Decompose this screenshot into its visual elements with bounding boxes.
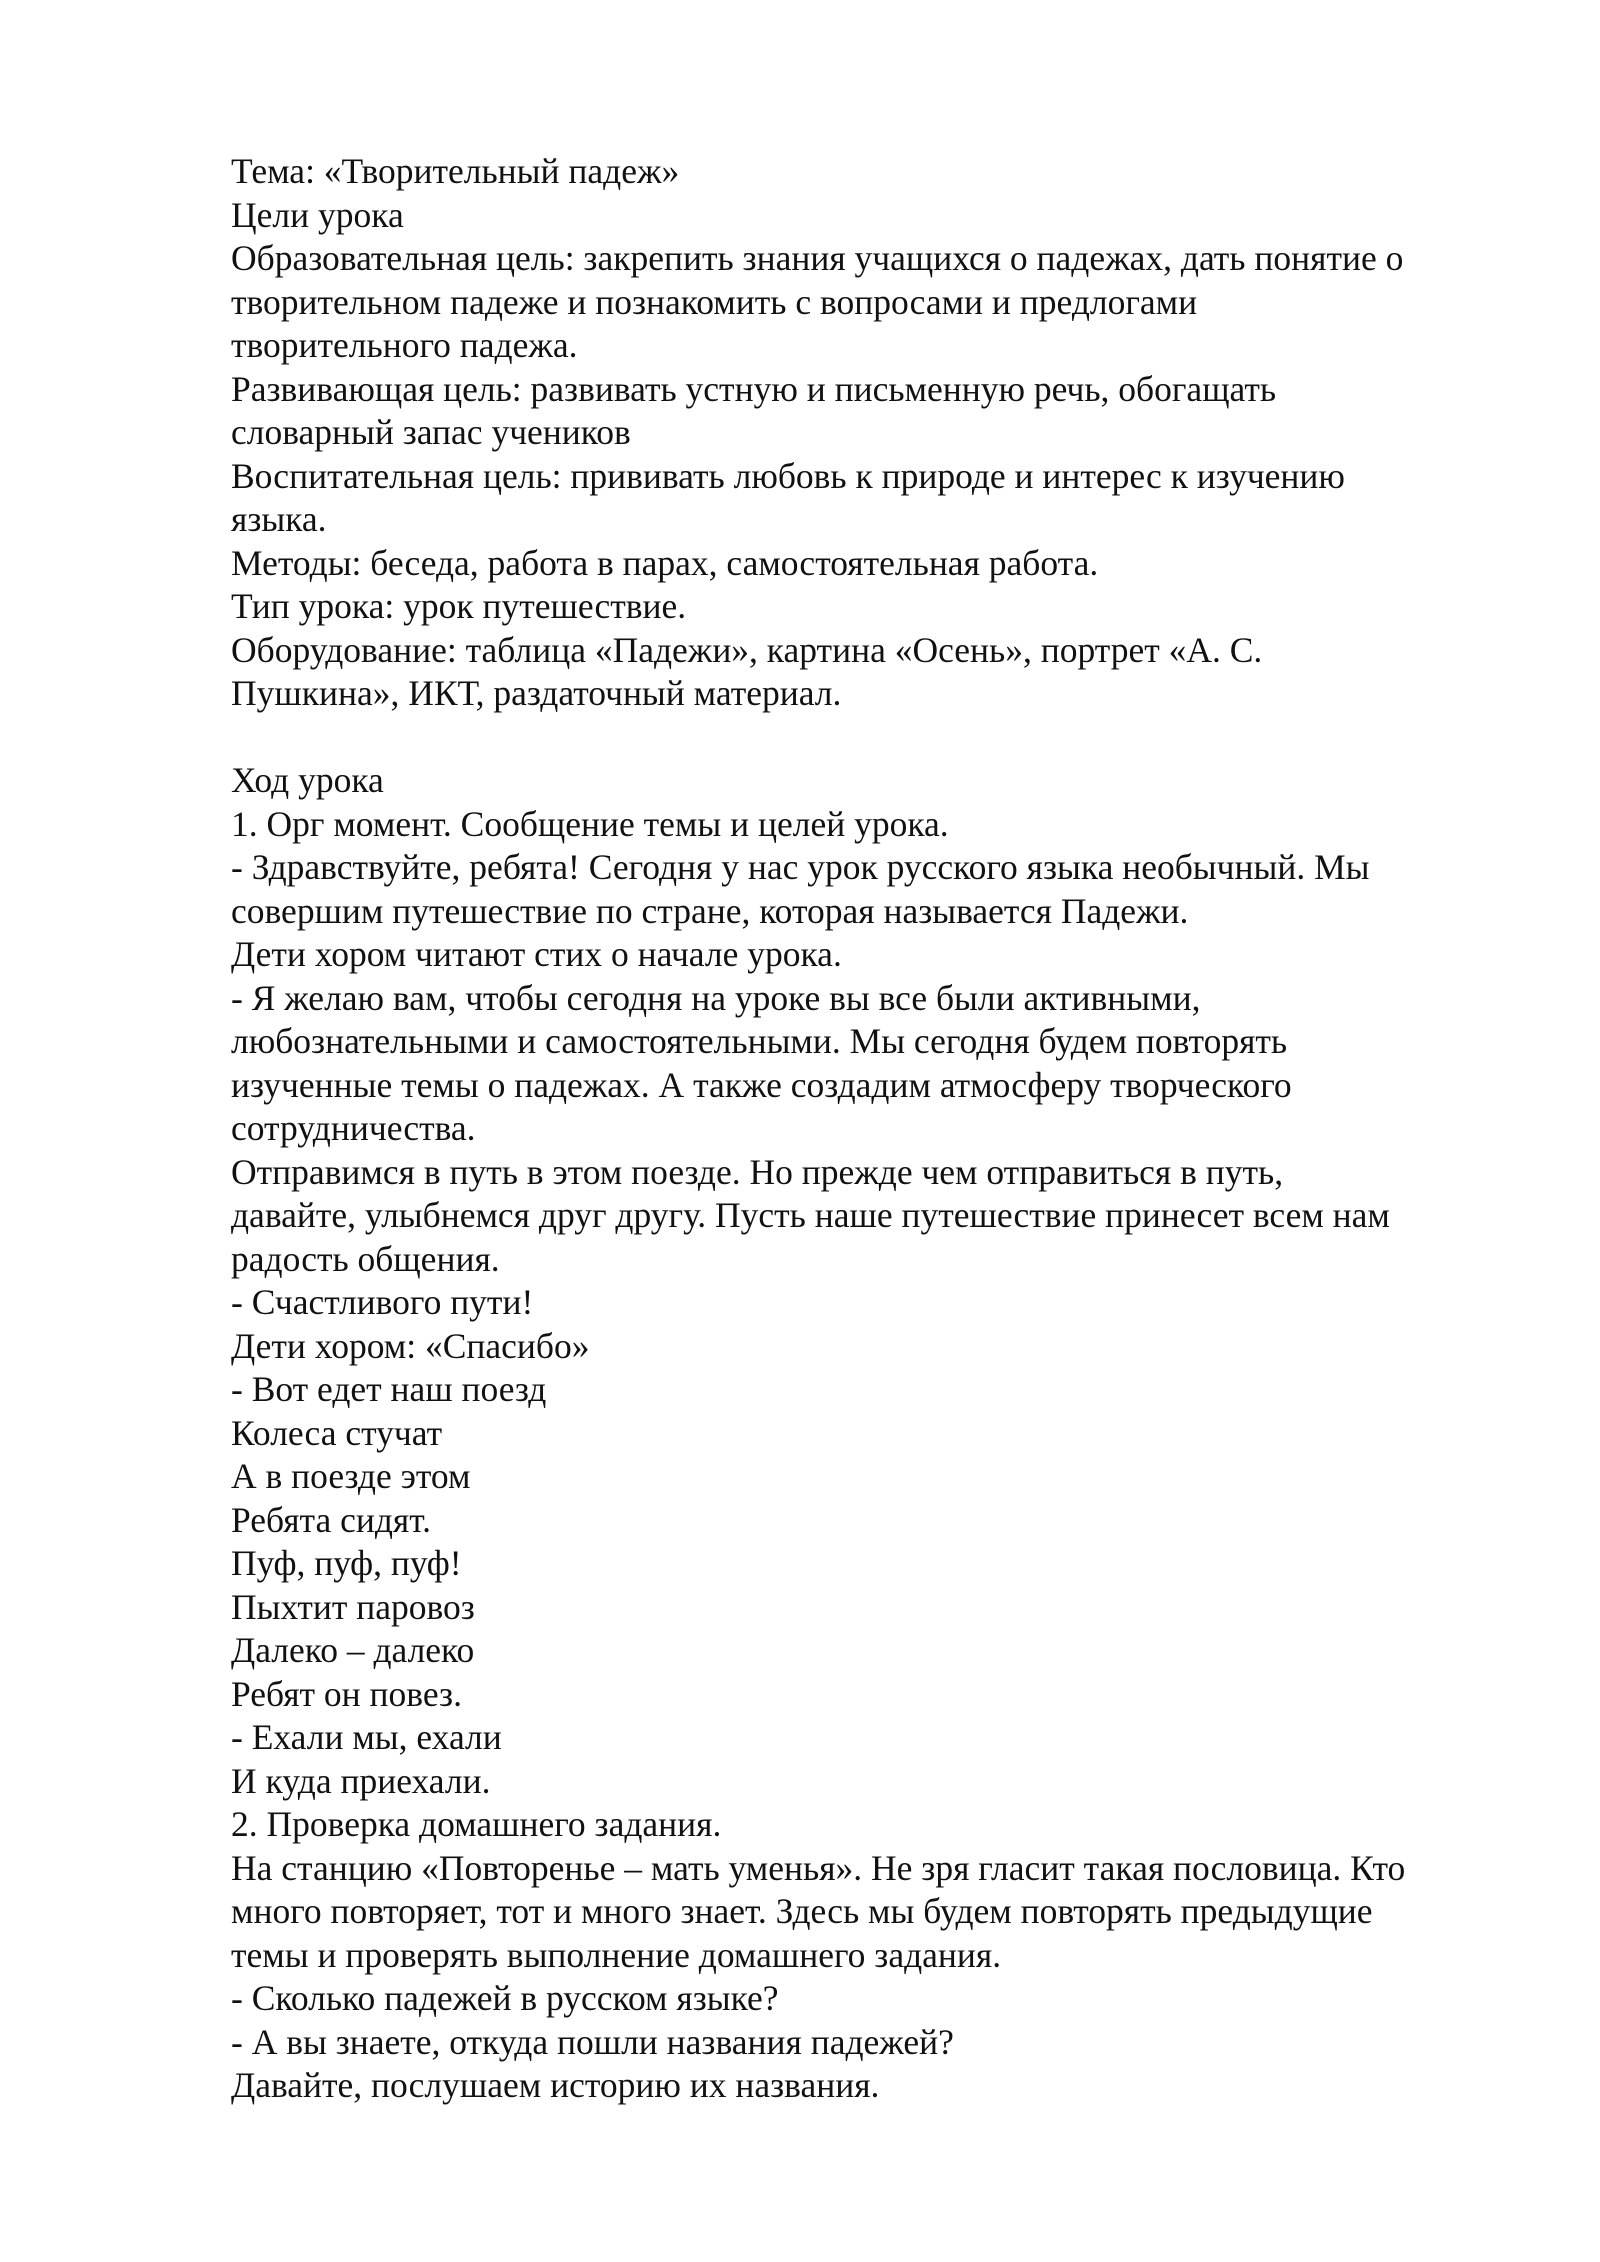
course-line: - Я желаю вам, чтобы сегодня на уроке вы все были активными, [231,977,1201,1018]
course-line: темы и проверять выполнение домашнего задания. [231,1934,1002,1975]
upbringing-goal [231,455,1531,542]
course-line: И куда приехали. [231,1760,491,1801]
course-line: 2. Проверка домашнего задания. [231,1804,722,1844]
course-line: радость общения. [231,1238,500,1279]
course-line: давайте, улыбнемся друг другу. Пусть наше путешествие принесет всем нам [231,1195,1390,1235]
goals-heading: Цели урока [231,194,404,235]
course-line: Дети хором читают стих о начале урока. [231,934,842,974]
course-line: совершим путешествие по стране, которая называется Падежи. [231,890,1189,931]
course-line: Давайте, послушаем историю их названия. [231,2065,880,2105]
course-line: любознательными и самостоятельными. Мы сегодня будем повторять [231,1021,1288,1061]
course-line: много повторяет, тот и много знает. Здесь мы будем повторять предыдущие [231,1891,1373,1931]
course-line: Ребят он повез. [231,1673,462,1714]
text-line: языка. [231,499,327,539]
course-line: - Счастливого пути! [231,1282,534,1322]
text-line: Развивающая цель: развивать устную и письменную речь, обогащать [231,368,1277,409]
methods-line: Методы: беседа, работа в парах, самостоятельная работа. [231,542,1099,583]
text-line: словарный запас учеников [231,412,631,452]
course-line: Пуф, пуф, пуф! [231,1543,462,1583]
educational-goal [231,237,1531,368]
blank-line [231,716,1531,760]
course-line: - А вы знаете, откуда пошли названия падежей? [231,2021,954,2062]
text-line: творительного падежа. [231,325,578,365]
course-line: Пыхтит паровоз [231,1586,475,1627]
course-line: Отправимся в путь в этом поезде. Но прежде чем отправиться в путь, [231,1151,1284,1192]
text-line: творительном падеже и познакомить с вопросами и предлогами [231,281,1198,322]
lesson-type-line: Тип урока: урок путешествие. [231,586,687,626]
course-line: На станцию «Повторенье – мать уменья». Не зря гласит такая пословица. Кто [231,1847,1406,1888]
course-line: - Ехали мы, ехали [231,1717,502,1757]
course-line: - Здравствуйте, ребята! Сегодня у нас урок русского языка необычный. Мы [231,847,1370,887]
text-line: Пушкина», ИКТ, раздаточный материал. [231,673,842,713]
course-line: сотрудничества. [231,1108,476,1148]
text-line: Образовательная цель: закрепить знания учащихся о падежах, дать понятие о [231,238,1404,278]
course-line: Колеса стучат [231,1412,443,1453]
equipment [231,629,1531,716]
document-page [231,150,1531,2108]
lesson-topic: Тема: «Творительный падеж» [231,151,680,191]
developmental-goal [231,368,1531,455]
course-line: - Вот едет наш поезд [231,1369,547,1409]
course-line: Далеко – далеко [231,1630,475,1670]
course-heading: Ход урока [231,760,384,800]
course-line: изученные темы о падежах. А также создадим атмосферу творческого [231,1064,1292,1105]
text-line: Воспитательная цель: прививать любовь к природе и интерес к изучению [231,455,1345,496]
course-line: А в поезде этом [231,1456,471,1496]
text-line: Оборудование: таблица «Падежи», картина «Осень», портрет «А. С. [231,629,1263,670]
course-line: 1. Орг момент. Сообщение темы и целей урока. [231,803,949,844]
course-line: Ребята сидят. [231,1499,431,1540]
course-body [231,803,1531,2108]
course-line: - Сколько падежей в русском языке? [231,1978,779,2018]
course-line: Дети хором: «Спасибо» [231,1325,590,1366]
